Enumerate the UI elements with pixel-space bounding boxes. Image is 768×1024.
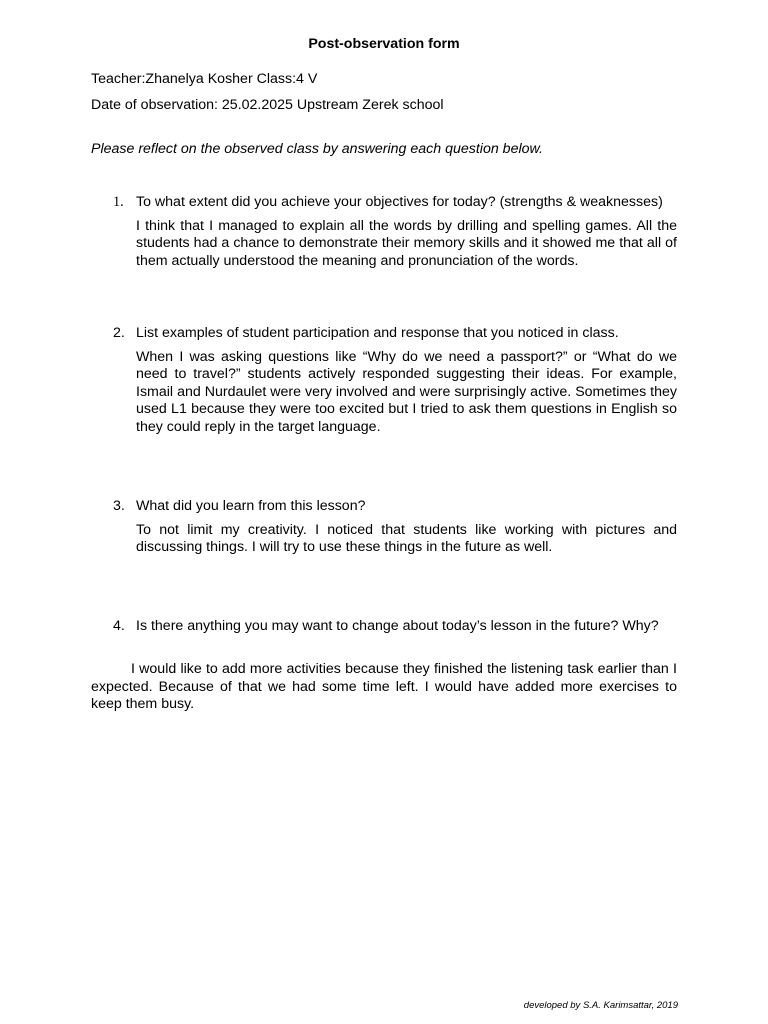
question-number: 4. <box>113 618 125 634</box>
question-block-1 <box>91 194 677 270</box>
instruction-text: Please reflect on the observed class by answering each question below. <box>91 141 543 157</box>
answer-text: When I was asking questions like “Why do we need a passport?” or “What do we need to travel?” students actively responded suggesting their ideas. For example, Ismail and Nurdaulet were very involved and were surprisingly active. Sometimes they used L1 because they were too excited but I tried to ask them questions in English so they could reply in the target language. <box>136 348 677 435</box>
question-text: List examples of student participation and response that you noticed in class. <box>136 325 619 341</box>
question-text: Is there anything you may want to change about today’s lesson in the future? Why? <box>136 618 659 634</box>
question-block-2 <box>91 325 677 436</box>
question-block-3 <box>91 498 677 557</box>
question-number: 2. <box>113 325 125 341</box>
observation-date-line: Date of observation: 25.02.2025 Upstream Zerek school <box>91 97 444 113</box>
answer-text-4: I would like to add more activities because they finished the listening task earlier than I expected. Because of that we had some time left. I would have added more exercises to keep them busy. <box>91 661 677 712</box>
footer-credit: developed by S.A. Karimsattar, 2019 <box>523 1000 678 1011</box>
teacher-class-line: Teacher:Zhanelya Kosher Class:4 V <box>91 71 318 87</box>
question-text: What did you learn from this lesson? <box>136 498 366 514</box>
question-text: To what extent did you achieve your objectives for today? (strengths & weaknesses) <box>136 194 663 210</box>
question-block-4 <box>91 618 677 636</box>
form-title: Post-observation form <box>308 36 460 52</box>
question-number: 3. <box>113 498 125 514</box>
answer-text: To not limit my creativity. I noticed that students like working with pictures and discussing things. I will try to use these things in the future as well. <box>136 521 677 555</box>
question-number: 1. <box>113 194 124 210</box>
answer-text: I think that I managed to explain all the words by drilling and spelling games. All the students had a chance to demonstrate their memory skills and it showed me that all of them actually understood the meaning and pronunciation of the words. <box>136 217 677 269</box>
